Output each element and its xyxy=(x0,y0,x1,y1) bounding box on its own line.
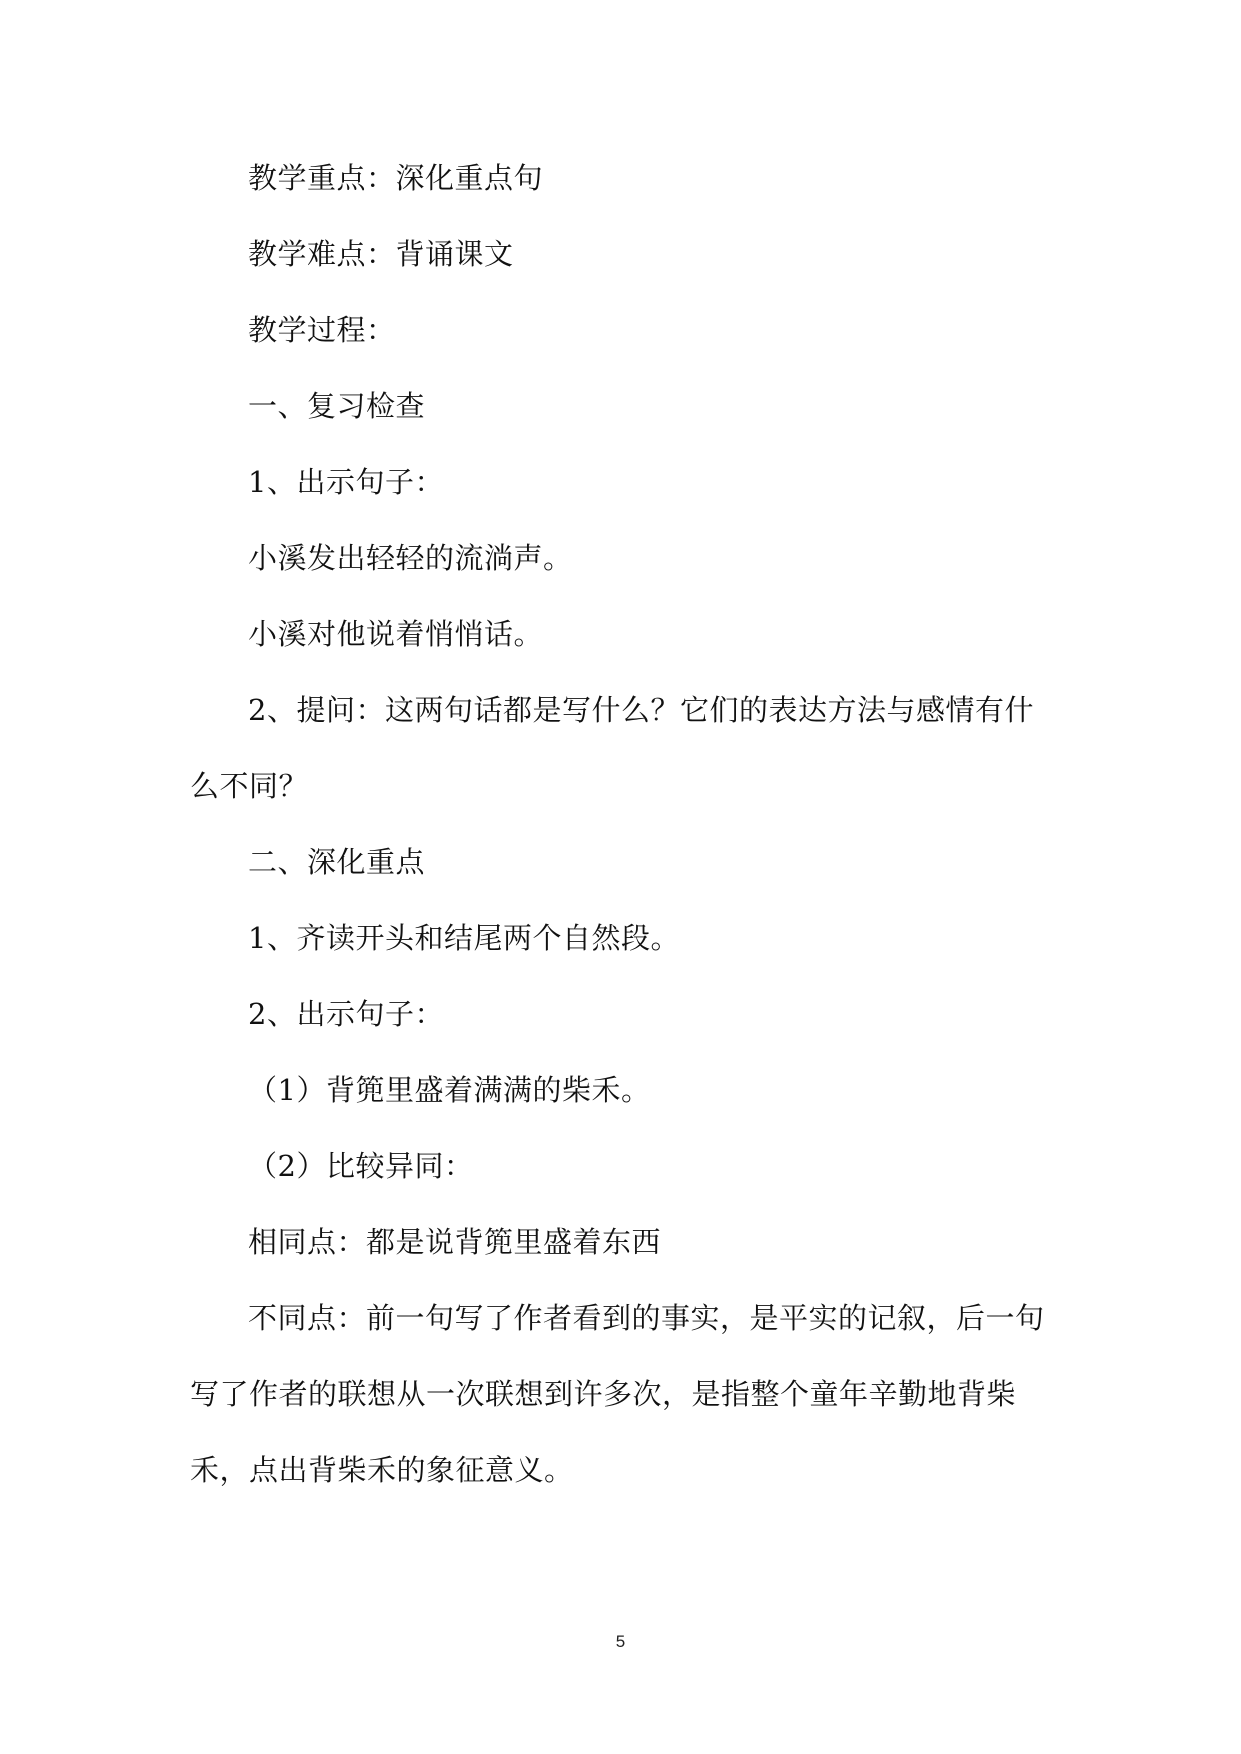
paragraph-sentence-stream-whisper: 小溪对他说着悄悄话。 xyxy=(248,617,544,651)
paragraph-question: 2、提问：这两句话都是写什么？它们的表达方法与感情有什么不同？ xyxy=(190,693,1034,803)
page-body xyxy=(190,140,1052,1508)
page-number: 5 xyxy=(615,1632,626,1651)
paragraph-teaching-process: 教学过程： xyxy=(248,313,396,347)
paragraph-show-sentences-1: 1、出示句子： xyxy=(248,465,444,499)
paragraph-difference: 不同点：前一句写了作者看到的事实，是平实的记叙，后一句写了作者的联想从一次联想到许多次，是指整个童年辛勤地背柴禾，点出背柴禾的象征意义。 xyxy=(190,1301,1045,1487)
paragraph-show-sentences-2: 2、出示句子： xyxy=(248,997,444,1031)
paragraph-similarity: 相同点：都是说背篼里盛着东西 xyxy=(248,1225,662,1259)
paragraph-sentence-stream-sound: 小溪发出轻轻的流淌声。 xyxy=(248,541,573,575)
section-heading-review: 一、复习检查 xyxy=(248,389,426,423)
paragraph-teaching-difficulty: 教学难点：背诵课文 xyxy=(248,237,514,271)
paragraph-teaching-focus: 教学重点：深化重点句 xyxy=(248,161,544,195)
paragraph-compare: （2）比较异同： xyxy=(248,1149,474,1183)
paragraph-basket-sentence: （1）背篼里盛着满满的柴禾。 xyxy=(248,1073,651,1107)
paragraph-read-aloud: 1、齐读开头和结尾两个自然段。 xyxy=(248,921,680,955)
section-heading-deepen: 二、深化重点 xyxy=(248,845,426,879)
